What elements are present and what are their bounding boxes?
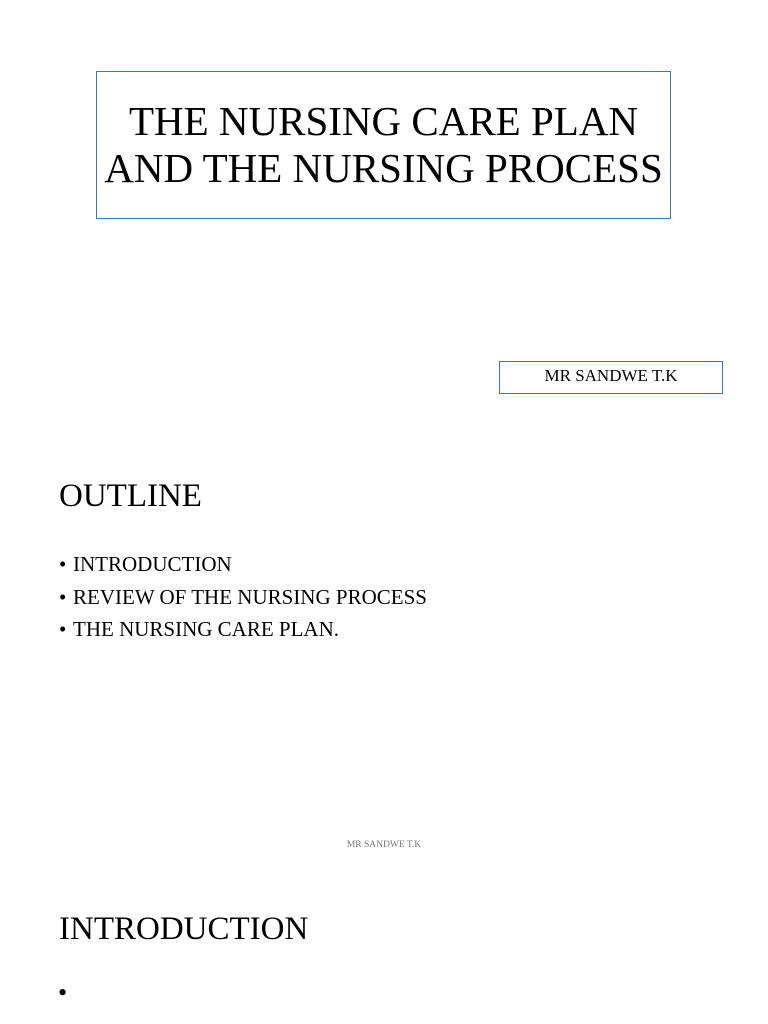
list-item-label: REVIEW OF THE NURSING PROCESS bbox=[73, 584, 427, 609]
list-item bbox=[59, 581, 427, 614]
author-box bbox=[499, 361, 723, 394]
bullet-icon: • bbox=[59, 584, 67, 609]
list-item-label: THE NURSING CARE PLAN. bbox=[73, 617, 340, 641]
outline-list bbox=[59, 548, 427, 646]
bullet-icon: • bbox=[58, 978, 68, 1007]
author-name: MR SANDWE T.K bbox=[544, 365, 678, 385]
document-title: THE NURSING CARE PLAN AND THE NURSING PROCESS bbox=[104, 98, 663, 191]
bullet-icon: • bbox=[59, 617, 67, 641]
list-item bbox=[59, 548, 427, 581]
introduction-heading: INTRODUCTION bbox=[59, 911, 309, 947]
outline-heading: OUTLINE bbox=[59, 478, 202, 514]
list-item bbox=[59, 613, 427, 646]
bullet-icon: • bbox=[59, 552, 67, 576]
slide-footer: MR SANDWE T.K bbox=[346, 840, 422, 850]
list-item-label: INTRODUCTION bbox=[73, 552, 232, 576]
title-box bbox=[96, 71, 671, 219]
